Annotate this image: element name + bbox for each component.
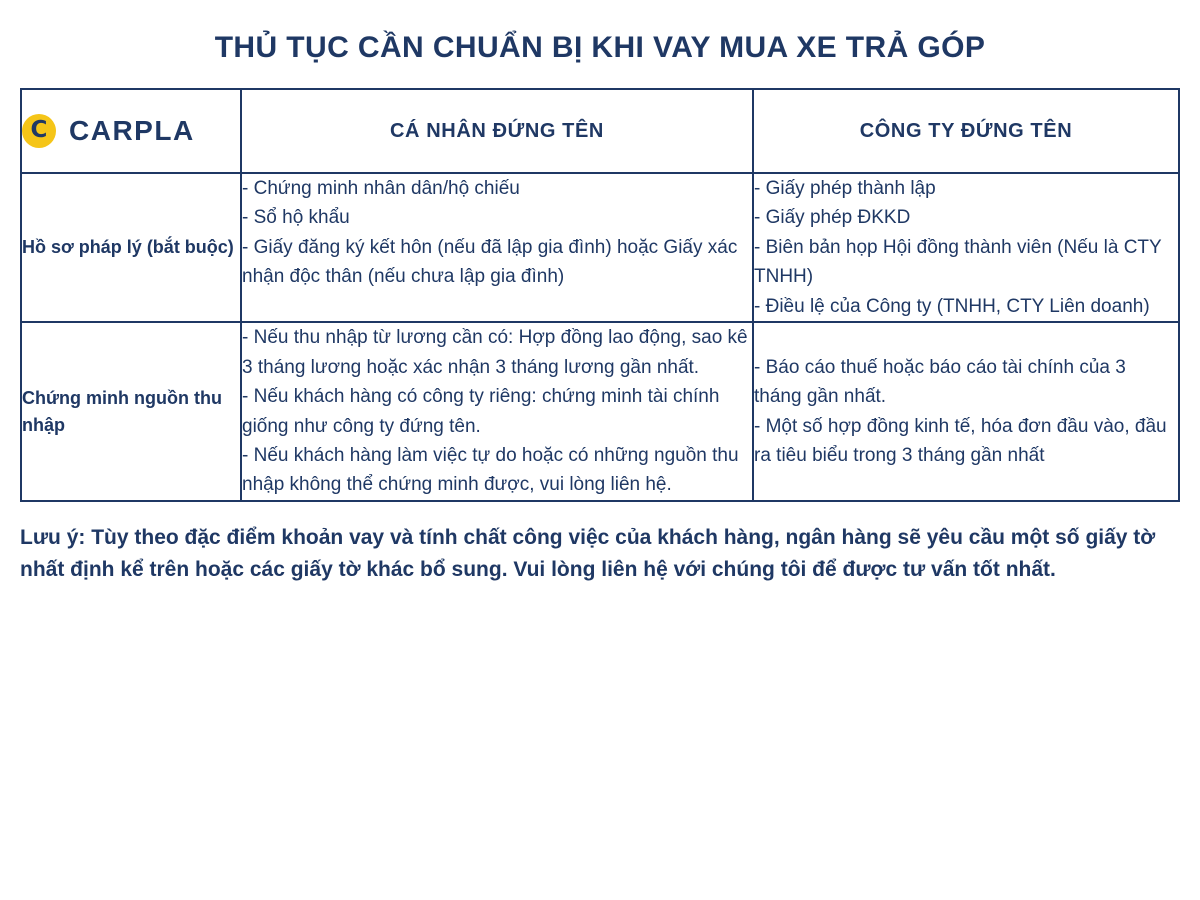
brand-logo-letter: C — [30, 116, 48, 143]
carpla-logo-icon — [22, 114, 56, 148]
row-label-legal-documents: Hồ sơ pháp lý (bắt buộc) — [21, 173, 241, 322]
cell-legal-individual: - Chứng minh nhân dân/hộ chiếu - Sổ hộ khẩu - Giấy đăng ký kết hôn (nếu đã lập gia đình) hoặc Giấy xác nhận độc thân (nếu chưa lập gia đình) — [241, 173, 753, 322]
row-label-income-proof: Chứng minh nguồn thu nhập — [21, 322, 241, 501]
column-header-company: CÔNG TY ĐỨNG TÊN — [753, 89, 1179, 173]
table-row — [21, 173, 1179, 322]
cell-income-individual: - Nếu thu nhập từ lương cần có: Hợp đồng lao động, sao kê 3 tháng lương hoặc xác nhận 3 tháng lương gần nhất. - Nếu khách hàng có công ty riêng: chứng minh tài chính giống như công ty đứng tên. - Nếu khách hàng làm việc tự do hoặc có những nguồn thu nhập không thể chứng minh được, vui lòng liên hệ. — [241, 322, 753, 501]
page-title: THỦ TỤC CẦN CHUẨN BỊ KHI VAY MUA XE TRẢ GÓP — [214, 31, 986, 64]
footer-note: Lưu ý: Tùy theo đặc điểm khoản vay và tính chất công việc của khách hàng, ngân hàng sẽ yêu cầu một số giấy tờ nhất định kể trên hoặc các giấy tờ khác bổ sung. Vui lòng liên hệ với chúng tôi để được tư vấn tốt nhất. — [20, 525, 1156, 582]
brand-cell — [21, 89, 241, 173]
table-header-row — [21, 89, 1179, 173]
column-header-individual: CÁ NHÂN ĐỨNG TÊN — [241, 89, 753, 173]
requirements-table — [20, 88, 1180, 502]
cell-legal-company: - Giấy phép thành lập - Giấy phép ĐKKD - Biên bản họp Hội đồng thành viên (Nếu là CTY TNHH) - Điều lệ của Công ty (TNHH, CTY Liên doanh) — [753, 173, 1179, 322]
table-row — [21, 322, 1179, 501]
cell-income-company: - Báo cáo thuế hoặc báo cáo tài chính của 3 tháng gần nhất. - Một số hợp đồng kinh tế, hóa đơn đầu vào, đầu ra tiêu biểu trong 3 tháng gần nhất — [753, 322, 1179, 501]
brand — [22, 114, 240, 148]
brand-name: CARPLA — [69, 115, 195, 146]
